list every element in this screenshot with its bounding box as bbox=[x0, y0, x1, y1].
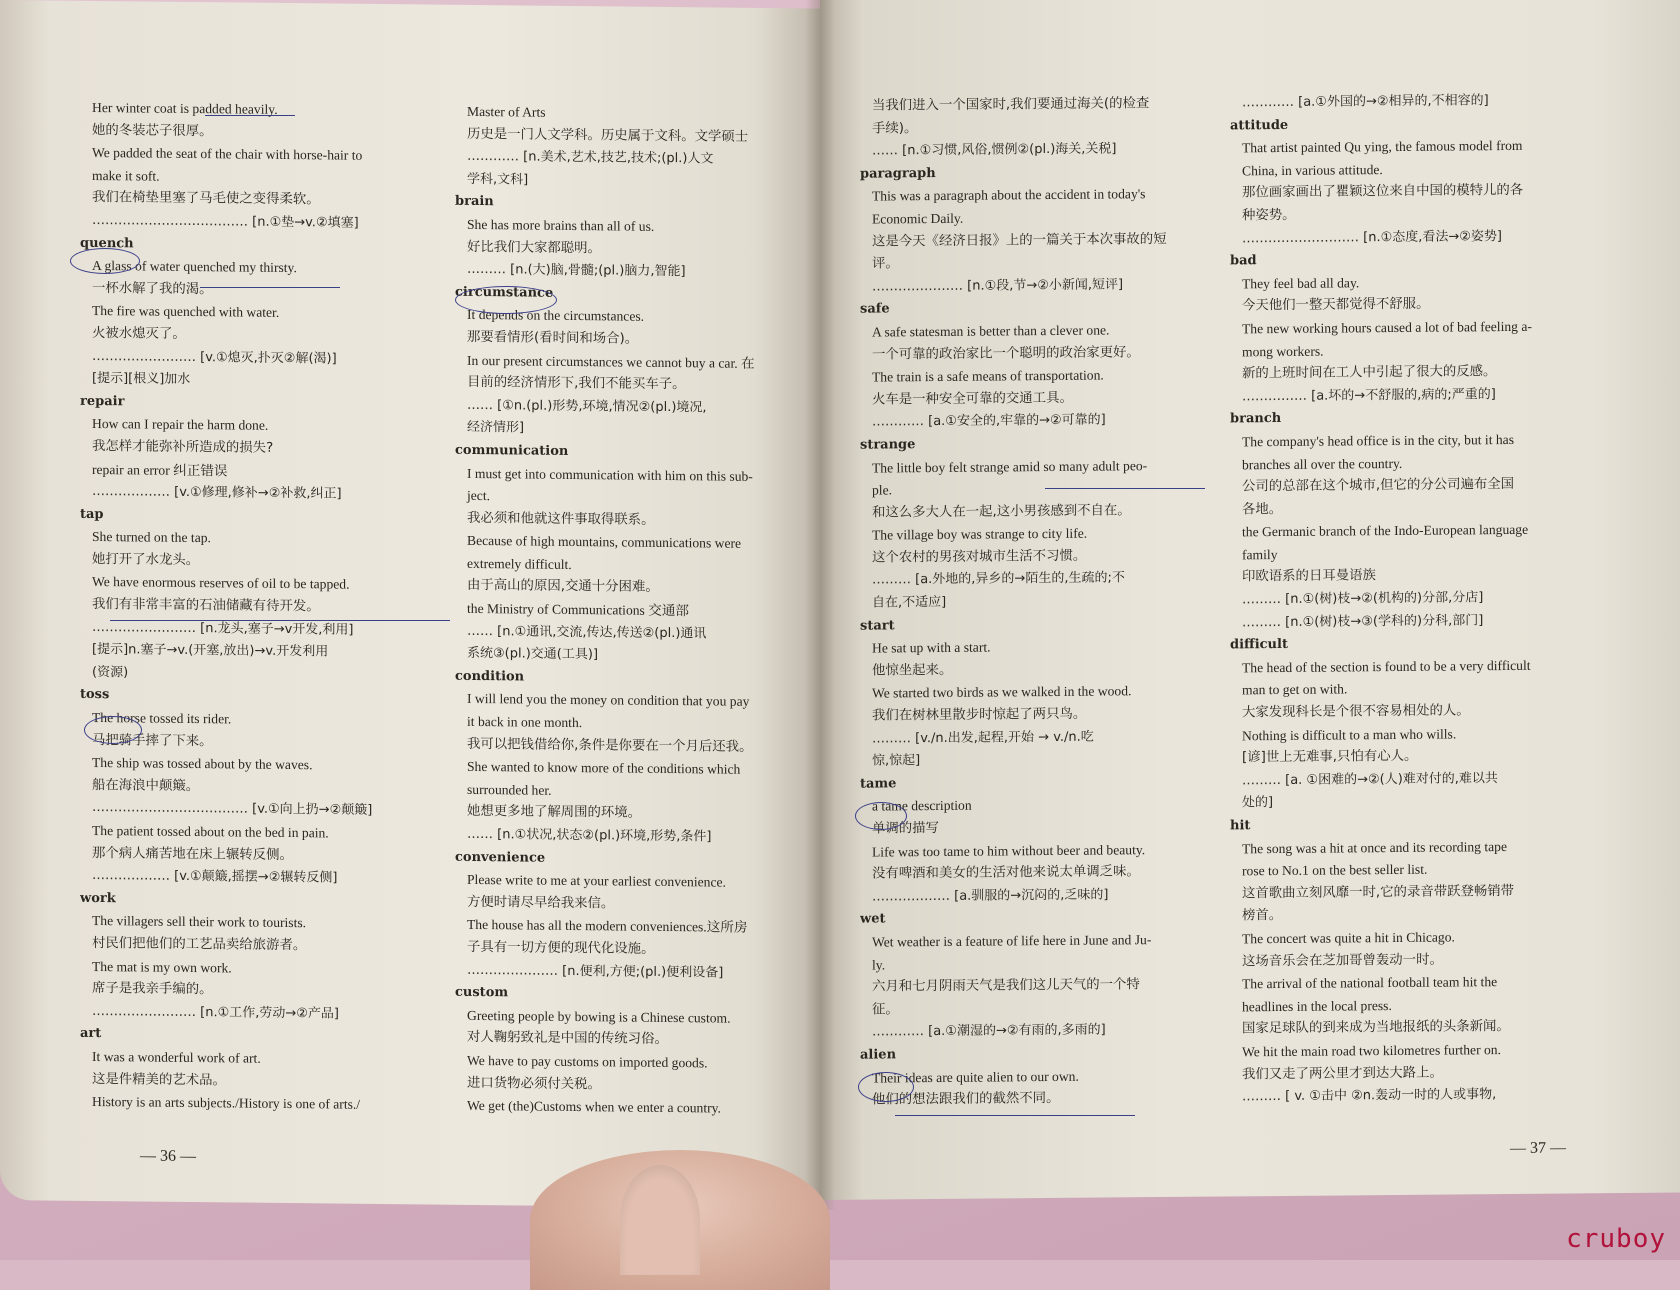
example-sentence: The fire was quenched with water. bbox=[92, 303, 280, 321]
definition-line: ……………… [v.①颠簸,摇摆→②辗转反侧] bbox=[92, 868, 338, 886]
chinese-translation: 那位画家画出了瞿颖这位来自中国的模特儿的各 bbox=[1242, 183, 1524, 201]
example-sentence: He sat up with a start. bbox=[872, 639, 991, 656]
chinese-translation: 火车是一种安全可靠的交通工具。 bbox=[872, 390, 1073, 408]
chinese-translation: 火被水熄灭了。 bbox=[92, 325, 186, 342]
example-sentence: Nothing is difficult to a man who wills. bbox=[1242, 726, 1457, 743]
example-sentence: headlines in the local press. bbox=[1242, 997, 1392, 1015]
chinese-translation: 她打开了水龙头。 bbox=[92, 551, 200, 568]
chinese-translation: 一个可靠的政治家比一个聪明的政治家更好。 bbox=[872, 344, 1140, 363]
entry-headword: safe bbox=[860, 301, 890, 317]
definition-line: 自在,不适应] bbox=[872, 594, 947, 611]
entry-headword: work bbox=[80, 890, 116, 906]
definition-line: [提示]n.塞子→v.(开塞,放出)→v.开发利用 bbox=[92, 642, 329, 660]
chinese-translation: 公司的总部在这个城市,但它的分公司遍布全国 bbox=[1242, 477, 1515, 495]
chinese-translation: 方便时请尽早给我来信。 bbox=[467, 894, 615, 912]
chinese-translation: 他惊坐起来。 bbox=[872, 662, 953, 679]
definition-line: …… [n.①习惯,风俗,惯例②(pl.)海关,关税] bbox=[872, 141, 1117, 159]
chinese-translation: 当我们进入一个国家时,我们要通过海关(的检查 bbox=[872, 96, 1150, 114]
definition-line: ……… [n.①(树)枝→③(学科的)分科,部门] bbox=[1242, 612, 1484, 630]
example-sentence: Her winter coat is padded heavily. bbox=[92, 99, 278, 117]
chinese-translation: 由于高山的原因,交通十分困难。 bbox=[467, 578, 659, 596]
book-gutter bbox=[805, 0, 835, 1210]
definition-line: 经济情形] bbox=[467, 420, 525, 436]
fingertip bbox=[620, 1165, 700, 1275]
pen-underline-padded bbox=[205, 115, 295, 116]
chinese-translation: 一杯水解了我的渴。 bbox=[92, 280, 213, 297]
example-sentence: The ship was tossed about by the waves. bbox=[92, 755, 313, 773]
pen-circle-alien bbox=[858, 1072, 914, 1102]
pen-circle-toss bbox=[84, 716, 142, 744]
chinese-translation: 这首歌曲立刻风靡一时,它的录音带跃登畅销带 bbox=[1242, 883, 1515, 902]
example-sentence: Please write to me at your earliest convenience. bbox=[467, 872, 726, 890]
chinese-translation: 对人鞠躬致礼是中国的传统习俗。 bbox=[467, 1030, 668, 1048]
chinese-translation: 种姿势。 bbox=[1242, 207, 1296, 224]
entry-headword: branch bbox=[1230, 411, 1282, 427]
right-page-column-1 bbox=[860, 93, 1215, 1113]
example-sentence: The new working hours caused a lot of bad feeling a- bbox=[1242, 318, 1532, 337]
chinese-translation: 村民们把他们的工艺品卖给旅游者。 bbox=[92, 935, 307, 954]
example-sentence: Economic Daily. bbox=[872, 210, 964, 227]
example-sentence: The patient tossed about on the bed in pain. bbox=[92, 822, 329, 841]
entry-headword: repair bbox=[80, 393, 125, 410]
entry-headword: paragraph bbox=[860, 165, 936, 182]
pen-circle-quench bbox=[70, 248, 140, 274]
entry-headword: custom bbox=[455, 984, 509, 1001]
chinese-translation: 那个病人痛苦地在床上辗转反侧。 bbox=[92, 845, 293, 863]
example-sentence: We started two birds as we walked in the wood. bbox=[872, 683, 1132, 701]
definition-line: ………… [n.美术,艺术,技艺,技术;(pl.)人文 bbox=[467, 149, 714, 167]
example-sentence: The company's head office is in the city, but it has bbox=[1242, 431, 1514, 450]
example-sentence: the Germanic branch of the Indo-European language bbox=[1242, 522, 1529, 540]
example-sentence: Life was too tame to him without beer and beauty. bbox=[872, 841, 1146, 860]
chinese-translation: 我们有非常丰富的石油储藏有待开发。 bbox=[92, 597, 320, 615]
chinese-translation: 新的上班时间在工人中引起了很大的反感。 bbox=[1242, 364, 1497, 382]
entry-headword: strange bbox=[860, 437, 916, 453]
example-sentence: mong workers. bbox=[1242, 343, 1324, 359]
entry-headword: toss bbox=[80, 687, 110, 703]
definition-line: 学科,文科] bbox=[467, 171, 529, 188]
example-sentence: A safe statesman is better than a clever one. bbox=[872, 322, 1110, 340]
definition-line: …… [n.①状况,状态②(pl.)环境,形势,条件] bbox=[467, 826, 712, 845]
entry-headword: communication bbox=[455, 442, 569, 459]
example-sentence: We padded the seat of the chair with horse-hair to bbox=[92, 145, 363, 163]
pen-underline-alien bbox=[895, 1115, 1135, 1116]
chinese-translation: 马把骑手摔了下来。 bbox=[92, 732, 213, 749]
entry-headword: start bbox=[860, 618, 895, 634]
entry-headword: alien bbox=[860, 1047, 897, 1063]
example-sentence: ject. bbox=[467, 487, 491, 504]
example-sentence: The horse tossed its rider. bbox=[92, 709, 232, 727]
chinese-translation: 我们又走了两公里才到达大路上。 bbox=[1242, 1065, 1443, 1082]
entry-headword: art bbox=[80, 1026, 102, 1042]
example-sentence: The village boy was strange to city life. bbox=[872, 525, 1088, 543]
pen-circle-tame bbox=[855, 802, 907, 830]
example-sentence: I will lend you the money on condition that you pay bbox=[467, 691, 750, 710]
page-number-right: — 37 — bbox=[1510, 1139, 1566, 1157]
definition-line: ……………… [a.驯服的→沉闷的,乏味的] bbox=[872, 887, 1109, 905]
example-sentence: This was a paragraph about the accident in today's bbox=[872, 186, 1146, 204]
definition-line: ……… [a.外地的,异乡的→陌生的,生疏的;不 bbox=[872, 570, 1125, 589]
example-sentence: repair an error 纠正错误 bbox=[92, 461, 228, 478]
example-sentence: She wanted to know more of the conditions which bbox=[467, 759, 741, 777]
example-sentence: man to get on with. bbox=[1242, 681, 1348, 698]
chinese-translation: 这个农村的男孩对城市生活不习惯。 bbox=[872, 548, 1087, 566]
chinese-translation: 子具有一切方便的现代化设施。 bbox=[467, 939, 655, 957]
chinese-translation: 和这么多大人在一起,这小男孩感到不自在。 bbox=[872, 502, 1131, 521]
example-sentence: The villagers sell their work to tourists. bbox=[92, 913, 307, 931]
chinese-translation: 我可以把钱借给你,条件是你要在一个月后还我。 bbox=[467, 736, 753, 755]
chinese-translation: 那要看情形(看时间和场合)。 bbox=[467, 329, 639, 347]
definition-line: ………………… [n.①段,节→②小新闻,短评] bbox=[872, 277, 1124, 295]
definition-line: (资源) bbox=[92, 664, 129, 681]
chinese-translation: 印欧语系的日耳曼语族 bbox=[1242, 568, 1376, 585]
example-sentence: We hit the main road two kilometres further on. bbox=[1242, 1041, 1502, 1060]
example-sentence: How can I repair the harm done. bbox=[92, 416, 269, 434]
example-sentence: Their ideas are quite alien to our own. bbox=[872, 1068, 1079, 1086]
example-sentence: it back in one month. bbox=[467, 713, 583, 731]
definition-line: 系统③(pl.)交通(工具)] bbox=[467, 646, 599, 663]
definition-line: ……… [v./n.出发,起程,开始 → v./n.吃 bbox=[872, 729, 1094, 747]
entry-headword: tap bbox=[80, 506, 104, 522]
example-sentence: She has more brains than all of us. bbox=[467, 216, 655, 234]
entry-headword: tame bbox=[860, 776, 897, 792]
example-sentence: Greeting people by bowing is a Chinese custom. bbox=[467, 1007, 731, 1026]
chinese-translation: 这场音乐会在芝加哥曾轰动一时。 bbox=[1242, 952, 1443, 969]
entry-headword: condition bbox=[455, 668, 525, 685]
chinese-translation: [谚]世上无难事,只怕有心人。 bbox=[1242, 749, 1418, 766]
chinese-translation: 这是件精美的艺术品。 bbox=[92, 1071, 226, 1088]
example-sentence: make it soft. bbox=[92, 167, 160, 184]
example-sentence: We have enormous reserves of oil to be tapped. bbox=[92, 574, 350, 593]
example-sentence: The train is a safe means of transportation. bbox=[872, 367, 1104, 385]
definition-line: [提示][根义]加水 bbox=[92, 371, 191, 388]
definition-line: ……… [n.(大)脑,骨髓;(pl.)脑力,智能] bbox=[467, 262, 686, 280]
definition-line: ………… [a.①外国的→②相异的,不相容的] bbox=[1242, 93, 1489, 111]
page-number-left: — 36 — bbox=[140, 1147, 196, 1166]
definition-line: ……………………………… [n.①垫→v.②填塞] bbox=[92, 212, 359, 231]
example-sentence: That artist painted Qu ying, the famous model from bbox=[1242, 138, 1523, 156]
definition-line: …… [n.①通讯,交流,传达,传送②(pl.)通讯 bbox=[467, 623, 707, 642]
example-sentence: branches all over the country. bbox=[1242, 455, 1403, 472]
entry-headword: bad bbox=[1230, 253, 1257, 269]
chinese-translation: 她的冬装芯子很厚。 bbox=[92, 122, 213, 139]
definition-line: ………… [a.①潮湿的→②有雨的,多雨的] bbox=[872, 1022, 1106, 1040]
example-sentence: The head of the section is found to be a very difficult bbox=[1242, 657, 1531, 676]
example-sentence: ly. bbox=[872, 956, 886, 973]
entry-headword: circumstance bbox=[455, 284, 554, 301]
entry-headword: hit bbox=[1230, 818, 1251, 834]
entry-headword: convenience bbox=[455, 849, 546, 866]
definition-line: ……… [a. ①困难的→②(人)难对付的,难以共 bbox=[1242, 770, 1498, 789]
definition-line: 惊,惊起] bbox=[872, 753, 921, 769]
example-sentence: I must get into communication with him on this sub- bbox=[467, 465, 753, 484]
left-page-column-1 bbox=[80, 97, 430, 1117]
chinese-translation: 大家发现科长是个很不容易相处的人。 bbox=[1242, 703, 1470, 721]
entry-headword: difficult bbox=[1230, 637, 1288, 653]
chinese-translation: 国家足球队的到来成为当地报纸的头条新闻。 bbox=[1242, 1019, 1510, 1037]
chinese-translation: 没有啤酒和美女的生活对他来说太单调乏味。 bbox=[872, 864, 1140, 882]
definition-line: …………… [a.坏的→不舒服的,病的;严重的] bbox=[1242, 386, 1496, 405]
definition-line: …………………… [n.龙头,塞子→v开发,利用] bbox=[92, 619, 354, 638]
definition-line: …………………… [n.①工作,劳动→②产品] bbox=[92, 1003, 339, 1022]
example-sentence: a tame description bbox=[872, 798, 972, 814]
example-sentence: family bbox=[1242, 546, 1278, 563]
chinese-translation: 今天他们一整天都觉得不舒服。 bbox=[1242, 297, 1430, 314]
right-page bbox=[820, 0, 1680, 1200]
definition-line: ……… [n.①(树)枝→②(机构的)分部,分店] bbox=[1242, 590, 1484, 608]
example-sentence: rose to No.1 on the best seller list. bbox=[1242, 861, 1428, 879]
chinese-translation: 六月和七月阴雨天气是我们这儿天气的一个特 bbox=[872, 977, 1140, 995]
definition-line: …… [①n.(pl.)形势,环境,情况②(pl.)境况, bbox=[467, 397, 707, 416]
chinese-translation: 船在海浪中颠簸。 bbox=[92, 777, 200, 794]
pen-underline-quenched bbox=[200, 287, 340, 288]
chinese-translation: 目前的经济情形下,我们不能买车子。 bbox=[467, 375, 686, 393]
chinese-translation: 各地。 bbox=[1242, 501, 1283, 518]
definition-line: ………………… [n.便利,方便;(pl.)便利设备] bbox=[467, 962, 724, 981]
definition-line: ……………………… [n.①态度,看法→②姿势] bbox=[1242, 228, 1502, 246]
chinese-translation: 进口货物必须付关税。 bbox=[467, 1075, 601, 1092]
chinese-translation: 我必须和他就这件事取得联系。 bbox=[467, 510, 655, 528]
chinese-translation: 评。 bbox=[872, 256, 899, 272]
right-page-column-2 bbox=[1230, 89, 1580, 1109]
chinese-translation: 手续)。 bbox=[872, 120, 918, 137]
example-sentence: China, in various attitude. bbox=[1242, 161, 1383, 179]
chinese-translation: 征。 bbox=[872, 1002, 899, 1018]
example-sentence: ple. bbox=[872, 482, 893, 498]
example-sentence: The little boy felt strange amid so many adult peo- bbox=[872, 457, 1148, 476]
chinese-translation: 历史是一门人文学科。历史属于文科。文学硕士 bbox=[467, 126, 749, 145]
watermark: cruboy bbox=[1566, 1224, 1666, 1254]
example-sentence: Master of Arts bbox=[467, 103, 546, 120]
example-sentence: The concert was quite a hit in Chicago. bbox=[1242, 929, 1455, 947]
example-sentence: Because of high mountains, communications were bbox=[467, 533, 742, 552]
example-sentence: surrounded her. bbox=[467, 781, 552, 798]
chinese-translation: 我们在椅垫里塞了马毛使之变得柔软。 bbox=[92, 190, 320, 208]
pen-underline-tapped bbox=[110, 620, 450, 621]
chinese-translation: 这是今天《经济日报》上的一篇关于本次事故的短 bbox=[872, 231, 1167, 250]
pen-circle-circumstance bbox=[455, 286, 557, 314]
chinese-translation: 她想更多地了解周围的环境。 bbox=[467, 804, 642, 822]
example-sentence: A glass of water quenched my thirsty. bbox=[92, 258, 297, 276]
example-sentence: The mat is my own work. bbox=[92, 958, 232, 975]
example-sentence: She turned on the tap. bbox=[92, 529, 211, 546]
definition-line: …………………… [v.①熄灭,扑灭②解(渴)] bbox=[92, 348, 337, 367]
chinese-translation: 我怎样才能弥补所造成的损失? bbox=[92, 438, 274, 456]
chinese-translation: 好比我们大家都聪明。 bbox=[467, 239, 601, 256]
example-sentence: We have to pay customs on imported goods. bbox=[467, 1052, 708, 1071]
entry-headword: quench bbox=[80, 235, 134, 251]
example-sentence: History is an arts subjects./History is one of arts./ bbox=[92, 1094, 361, 1112]
definition-line: ……… [ v. ①击中 ②n.轰动一时的人或事物, bbox=[1242, 1087, 1497, 1105]
chinese-translation: 单调的描写 bbox=[872, 820, 939, 837]
example-sentence: extremely difficult. bbox=[467, 555, 572, 572]
chinese-translation: 席子是我亲手编的。 bbox=[92, 981, 213, 998]
entry-headword: wet bbox=[860, 911, 886, 928]
pen-underline-strange bbox=[1045, 488, 1205, 489]
definition-line: ……………… [v.①修理,修补→②补救,纠正] bbox=[92, 484, 342, 502]
example-sentence: The arrival of the national football team hit the bbox=[1242, 974, 1498, 992]
entry-headword: brain bbox=[455, 194, 494, 210]
definition-line: ……………………………… [v.①向上扔→②颠簸] bbox=[92, 800, 373, 819]
example-sentence: We get (the)Customs when we enter a country. bbox=[467, 1098, 721, 1116]
example-sentence: They feel bad all day. bbox=[1242, 275, 1360, 292]
left-page bbox=[0, 0, 820, 1209]
example-sentence: It was a wonderful work of art. bbox=[92, 1048, 261, 1066]
definition-line: ………… [a.①安全的,牢靠的→②可靠的] bbox=[872, 412, 1106, 430]
chinese-translation: 他们的想法跟我们的截然不同。 bbox=[872, 1091, 1060, 1108]
chinese-translation: 我们在树林里散步时惊起了两只鸟。 bbox=[872, 706, 1087, 724]
definition-line: 处的] bbox=[1242, 795, 1274, 811]
chinese-translation: 榜首。 bbox=[1242, 908, 1283, 924]
example-sentence: The song was a hit at once and its recording tape bbox=[1242, 838, 1507, 856]
example-sentence: The house has all the modern conveniences.这所房 bbox=[467, 917, 748, 936]
example-sentence: In our present circumstances we cannot buy a car. 在 bbox=[467, 352, 755, 371]
example-sentence: the Ministry of Communications 交通部 bbox=[467, 600, 690, 619]
entry-headword: attitude bbox=[1230, 117, 1289, 134]
example-sentence: Wet weather is a feature of life here in June and Ju- bbox=[872, 932, 1152, 950]
example-sentence: It depends on the circumstances. bbox=[467, 307, 645, 325]
left-page-column-2 bbox=[455, 101, 805, 1121]
